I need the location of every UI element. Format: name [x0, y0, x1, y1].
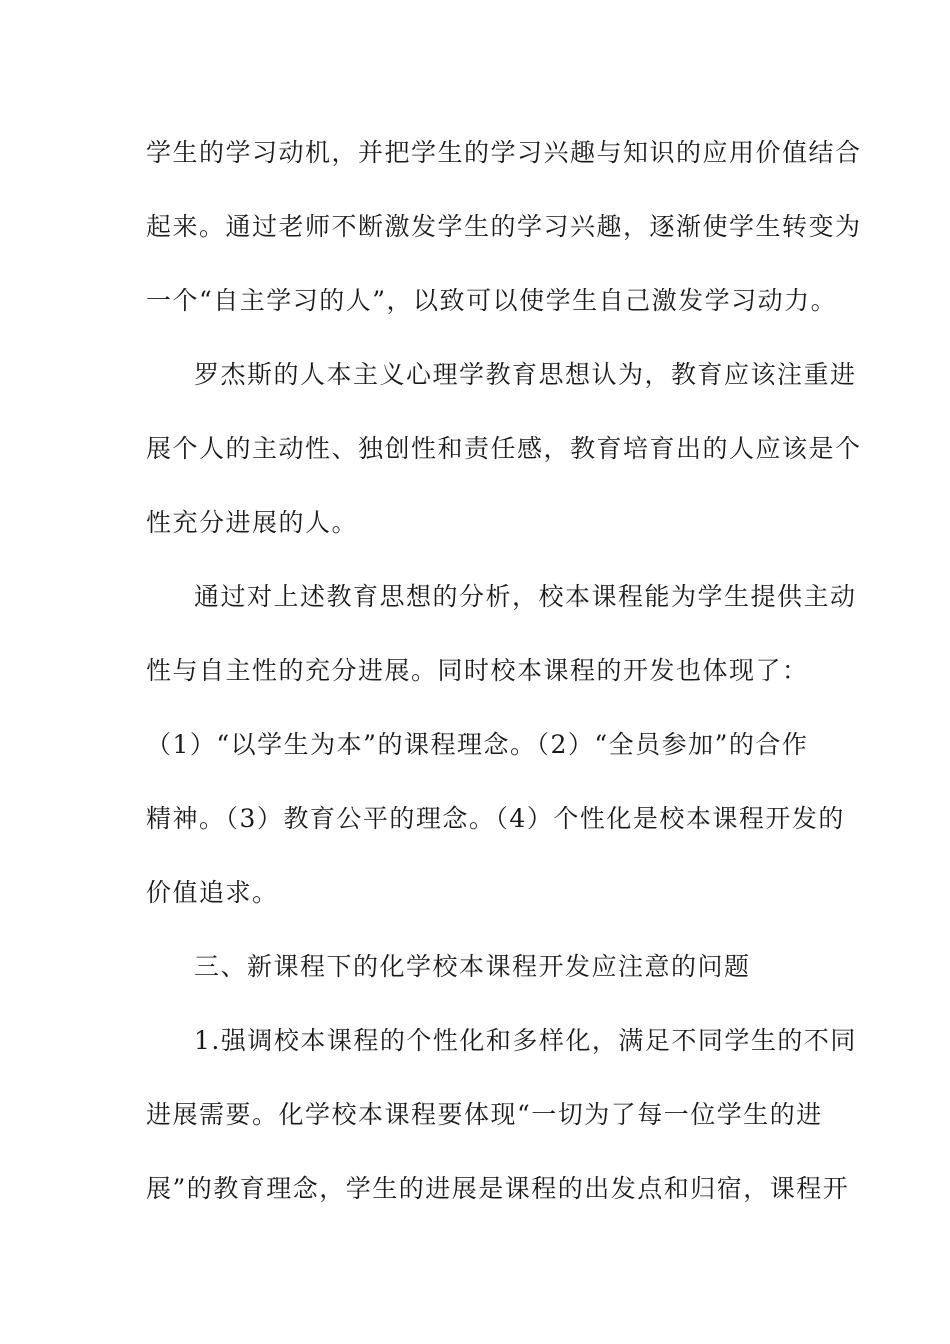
paragraph-line-8: 性与自主性的充分进展。同时校本课程的开发也体现了：	[146, 656, 809, 685]
section-heading: 三、新课程下的化学校本课程开发应注意的问题	[194, 952, 751, 981]
paragraph-line-15: 展”的教育理念，学生的进展是课程的出发点和归宿，课程开	[146, 1174, 850, 1203]
paragraph-line-14: 进展需要。化学校本课程要体现“一切为了每一位学生的进	[146, 1100, 823, 1129]
paragraph-line-1: 学生的学习动机，并把学生的学习兴趣与知识的应用价值结合	[146, 138, 862, 167]
paragraph-line-7: 通过对上述教育思想的分析，校本课程能为学生提供主动	[194, 582, 857, 611]
paragraph-line-6: 性充分进展的人。	[146, 508, 359, 537]
paragraph-line-11: 价值追求。	[146, 878, 279, 907]
paragraph-line-3: 一个“自主学习的人”，以致可以使学生自己激发学习动力。	[146, 286, 838, 315]
paragraph-line-9: （1）“以学生为本”的课程理念。（2）“全员参加”的合作	[146, 730, 809, 759]
paragraph-line-13: 1.强调校本课程的个性化和多样化，满足不同学生的不同	[194, 1026, 857, 1055]
paragraph-line-4: 罗杰斯的人本主义心理学教育思想认为，教育应该注重进	[194, 360, 857, 389]
paragraph-line-10: 精神。（3）教育公平的理念。（4）个性化是校本课程开发的	[146, 804, 845, 833]
paragraph-line-5: 展个人的主动性、独创性和责任感，教育培育出的人应该是个	[146, 434, 862, 463]
paragraph-line-2: 起来。通过老师不断激发学生的学习兴趣，逐渐使学生转变为	[146, 212, 862, 241]
